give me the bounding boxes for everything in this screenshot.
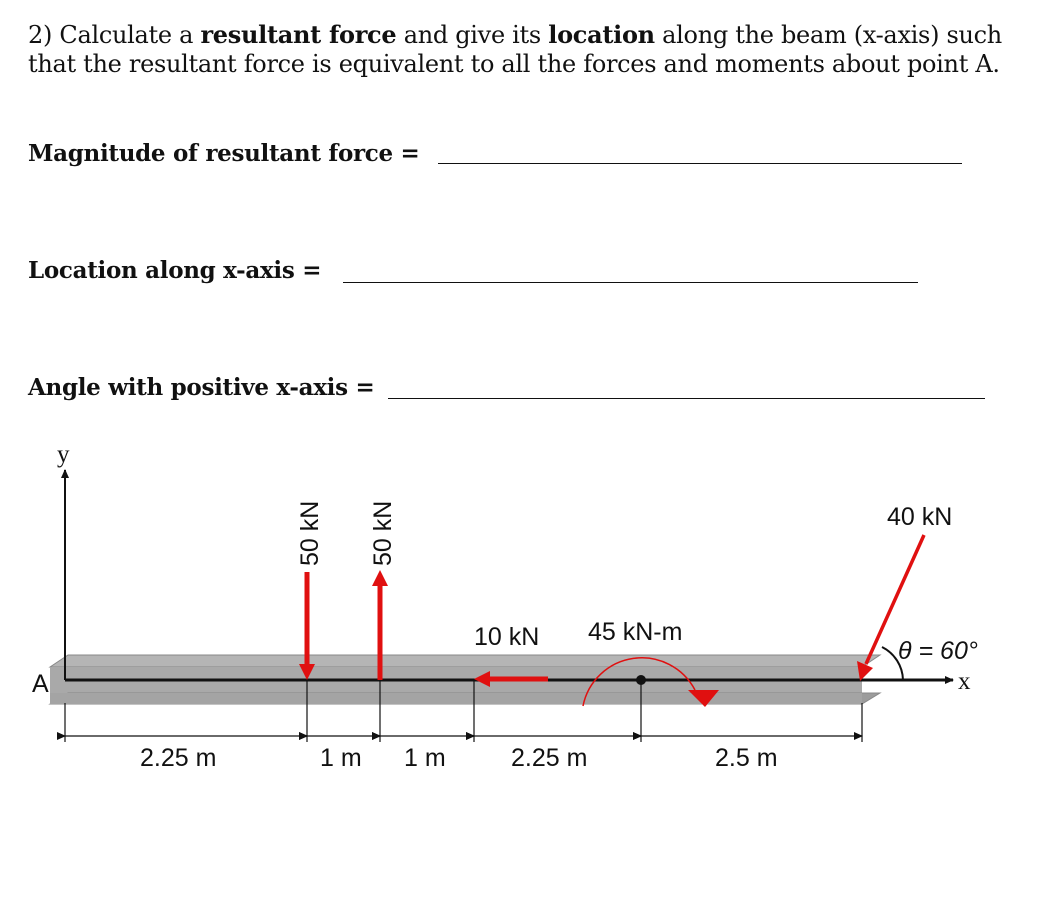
- dim3-label: 1 m: [404, 744, 446, 772]
- question-number: 2): [28, 21, 53, 49]
- y-axis-label: y: [57, 441, 70, 468]
- question-part1: Calculate a: [59, 21, 194, 49]
- force4-label: 40 kN: [887, 503, 953, 531]
- question-bold-location: location: [548, 20, 655, 49]
- force1-label: 50 kN: [296, 500, 324, 566]
- question-bold-resultant: resultant force: [200, 20, 397, 49]
- dim1-label: 2.25 m: [140, 744, 217, 772]
- magnitude-label: Magnitude of resultant force =: [28, 140, 420, 167]
- question-part2: and give its: [403, 21, 541, 49]
- force2-arrow: [372, 570, 388, 586]
- beam-top-face: [50, 655, 880, 667]
- force2-label: 50 kN: [369, 500, 397, 566]
- x-axis-label: x: [958, 668, 971, 695]
- location-label: Location along x-axis =: [28, 257, 322, 284]
- dim5-label: 2.5 m: [715, 744, 778, 772]
- angle-label: Angle with positive x-axis =: [28, 374, 375, 401]
- point-a-label: A: [32, 670, 49, 698]
- question-part3: along the beam (x-axis) such that the resultant force is equivalent to all the forces and moments about point A.: [28, 21, 1002, 78]
- dim4-label: 2.25 m: [511, 744, 588, 772]
- moment-label: 45 kN-m: [588, 618, 683, 646]
- angle-label: θ = 60°: [898, 637, 978, 665]
- dim2-label: 1 m: [320, 744, 362, 772]
- force3-label: 10 kN: [474, 623, 540, 651]
